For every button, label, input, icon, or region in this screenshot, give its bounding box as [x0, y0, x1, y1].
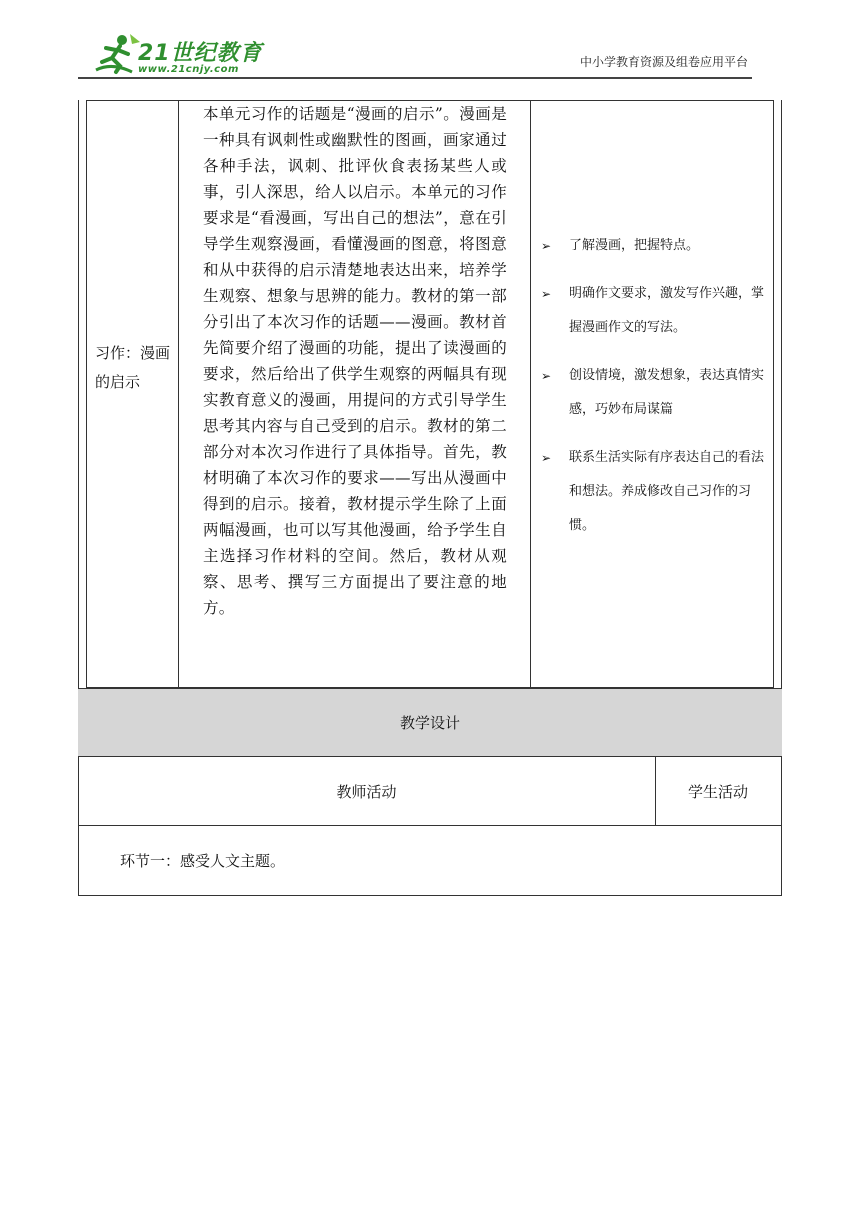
activity-header-row: [78, 757, 782, 826]
arrow-bullet-icon: ➢: [541, 239, 552, 253]
design-header: [78, 688, 782, 757]
goals-cell: [531, 101, 773, 687]
goal-text: 了解漫画，把握特点。: [569, 238, 700, 253]
step-row: [78, 826, 782, 896]
student-activity-header: 学生活动: [687, 782, 748, 801]
goal-text: 创设情境，激发想象，表达真情实感，巧妙布局谋篇: [569, 368, 765, 417]
goals-list: [541, 229, 769, 557]
goal-text: 联系生活实际有序表达自己的看法和想法。养成修改自己习作的习惯。: [569, 450, 765, 533]
site-logo: [92, 32, 272, 80]
header-divider: [78, 77, 752, 79]
runner-icon: [92, 32, 144, 76]
page-header: [78, 28, 750, 78]
analysis-row: [86, 100, 774, 688]
analysis-cell: [179, 101, 531, 687]
logo-title: 21世纪教育: [138, 41, 263, 66]
logo-url: www.21cnjy.com: [138, 64, 239, 75]
goal-item: [541, 441, 769, 543]
design-header-label: 教学设计: [399, 714, 460, 732]
goal-item: [541, 229, 769, 263]
goal-text: 明确作文要求，激发写作兴趣，掌握漫画作文的写法。: [569, 286, 765, 335]
goal-item: [541, 359, 769, 427]
teacher-activity-header: 教师活动: [78, 757, 656, 825]
step-one-text: 环节一：感受人文主题。: [120, 852, 286, 870]
analysis-text: 本单元习作的话题是“漫画的启示”。漫画是一种具有讽刺性或幽默性的图画，画家通过各种手法，讽刺、批评伙食表扬某些人或事，引人深思，给人以启示。本单元的习作要求是“看漫画，写出自己的想法”，意在引导学生观察漫画，看懂漫画的图意，将图意和从中获得的启示清楚地表达出来，培养学生观察、想象与思辨的能力。教材的第一部分引出了本次习作的话题——漫画。教材首先简要介绍了漫画的功能，提出了读漫画的要求，然后给出了供学生观察的两幅具有现实教育意义的漫画，用提问的方式引导学生思考其内容与自己受到的启示。教材的第二部分对本次习作进行了具体指导。首先，教材明确了本次习作的要求——写出从漫画中得到的启示。接着，教材提示学生除了上面两幅漫画，也可以写其他漫画，给予学生自主选择习作材料的空间。然后，教材从观察、思考、撰写三方面提出了要注意的地方。: [203, 105, 507, 617]
arrow-bullet-icon: ➢: [541, 451, 552, 465]
topic-text: 习作：漫画的启示: [95, 344, 171, 391]
topic-cell: [87, 101, 179, 687]
arrow-bullet-icon: ➢: [541, 369, 552, 383]
arrow-bullet-icon: ➢: [541, 287, 552, 301]
platform-name: 中小学教育资源及组卷应用平台: [579, 55, 748, 69]
goal-item: [541, 277, 769, 345]
